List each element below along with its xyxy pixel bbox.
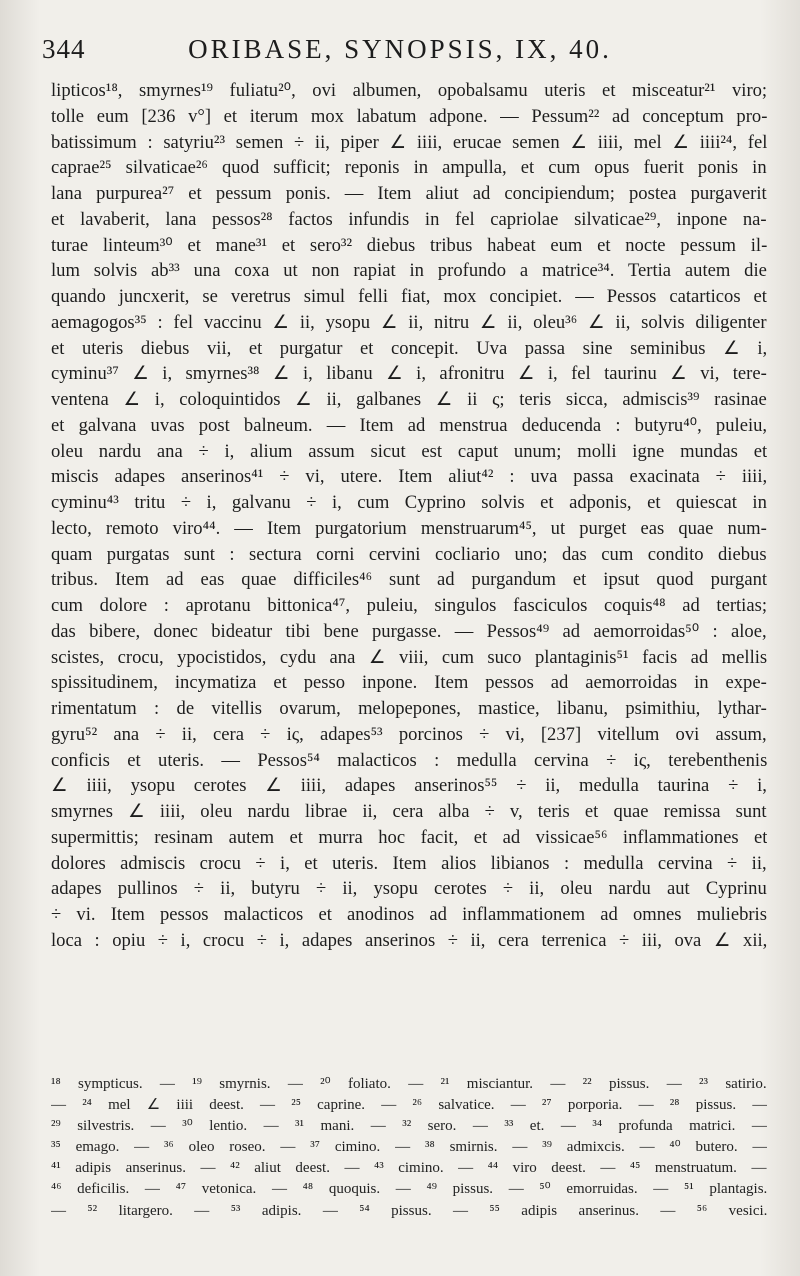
footnotes	[51, 1074, 767, 1222]
text-line: spissitudinem, incymatiza et pesso inpone. Item pessos ad aemorroidas in expe-	[51, 672, 767, 694]
text-line: et galvana uvas post balneum. — Item ad menstrua deducenda : butyru⁴⁰, puleiu,	[51, 414, 767, 436]
text-line: lum solvis ab³³ una coxa ut non rapiat in profundo a matrice³⁴. Tertia autem die	[51, 260, 767, 282]
text-line: lipticos¹⁸, smyrnes¹⁹ fuliatu²⁰, ovi albumen, opobalsamu uteris et misceatur²¹ viro;	[51, 80, 767, 101]
text-line: ∠ iiii, ysopu cerotes ∠ iiii, adapes anserinos⁵⁵ ÷ ii, medulla taurina ÷ i,	[51, 775, 767, 797]
text-line: ventena ∠ i, coloquintidos ∠ ii, galbanes ∠ ii ς; teris sicca, admiscis³⁹ rasinae	[51, 389, 767, 410]
text-line: aemagogos³⁵ : fel vaccinu ∠ ii, ysopu ∠ ii, nitru ∠ ii, oleu³⁶ ∠ ii, solvis diligenter	[51, 311, 767, 333]
text-line: tribus. Item ad eas quae difficiles⁴⁶ sunt ad purgandum et ipsut quod purgant	[51, 569, 767, 591]
text-line: miscis adapes anserinos⁴¹ ÷ vi, utere. Item aliut⁴² : uva passa exacinata ÷ iiii,	[51, 466, 767, 488]
footnote-line: ⁴¹ adipis anserinus. — ⁴² aliut deest. — ⁴³ cimino. — ⁴⁴ viro deest. — ⁴⁵ menstruatum. —	[51, 1160, 767, 1177]
footnote-line: — ⁵² litargero. — ⁵³ adipis. — ⁵⁴ pissus. — ⁵⁵ adipis anserinus. — ⁵⁶ vesici.	[51, 1202, 767, 1219]
text-line: quando juncxerit, se veretrus simul felli fiat, mox concipiet. — Pessos catarticos et	[51, 286, 767, 307]
text-line: smyrnes ∠ iiii, oleu nardu librae ii, cera alba ÷ v, teris et quae remissa sunt	[51, 801, 767, 822]
footnote-line: ¹⁸ sympticus. — ¹⁹ smyrnis. — ²⁰ foliato. — ²¹ misciantur. — ²² pissus. — ²³ satirio.	[51, 1076, 767, 1092]
text-line: gyru⁵² ana ÷ ii, cera ÷ iς, adapes⁵³ porcinos ÷ vi, [237] vitellum ovi assum,	[51, 723, 767, 745]
text-line: scistes, crocu, ypocistidos, cydu ana ∠ viii, cum suco plantaginis⁵¹ facis ad mellis	[51, 646, 767, 668]
text-line: loca : opiu ÷ i, crocu ÷ i, adapes anserinos ÷ ii, cera terrenica ÷ iii, ova ∠ xii,	[51, 929, 767, 951]
text-line: rimentatum : de vitellis ovarum, melopepones, mastice, libanu, psimithiu, lythar-	[51, 698, 767, 719]
running-head: ORIBASE, SYNOPSIS, IX, 40.	[188, 34, 612, 64]
text-line: caprae²⁵ silvaticae²⁶ quod sufficit; reponis in ampulla, et cum opus fuerit ponis in	[51, 157, 767, 179]
footnote-line: ⁴⁶ deficilis. — ⁴⁷ vetonica. — ⁴⁸ quoquis. — ⁴⁹ pissus. — ⁵⁰ emorruidas. — ⁵¹ plantagis.	[51, 1181, 767, 1198]
text-line: et lavaberit, lana pessos²⁸ factos infundis in fel capriolae silvaticae²⁹, inpone na-	[51, 208, 767, 230]
footnote-line: — ²⁴ mel ∠ iiii deest. — ²⁵ caprine. — ²⁶ salvatice. — ²⁷ porporia. — ²⁸ pissus. —	[51, 1097, 767, 1114]
text-line: cyminu⁴³ tritu ÷ i, galvanu ÷ i, cum Cyprino solvis et adponis, et quiescat in	[51, 492, 767, 513]
text-line: supermittis; resinam autem et murra hoc facit, et ad vissicae⁵⁶ inflammationes et	[51, 826, 767, 848]
text-line: ÷ vi. Item pessos malacticos et anodinos ad inflammationem ad omnes muliebris	[51, 904, 767, 925]
text-line: turae linteum³⁰ et mane³¹ et sero³² diebus tribus habeat eum et nocte pessum il-	[51, 234, 767, 256]
text-line: dolores admiscis crocu ÷ i, et uteris. Item alios libianos : medulla cervina ÷ ii,	[51, 852, 767, 874]
footnote-line: ²⁹ silvestris. — ³⁰ lentio. — ³¹ mani. — ³² sero. — ³³ et. — ³⁴ profunda matrici. —	[51, 1118, 767, 1135]
text-line: das bibere, donec bideatur tibi bene purgasse. — Pessos⁴⁹ ad aemorroidas⁵⁰ : aloe,	[51, 620, 767, 642]
text-line: lana purpurea²⁷ et pessum ponis. — Item aliut ad concipiendum; postea purgaverit	[51, 183, 767, 204]
page-number: 344	[42, 34, 86, 64]
text-line: adapes pullinos ÷ ii, butyru ÷ ii, ysopu cerotes ÷ ii, oleu nardu aut Cyprinu	[51, 878, 767, 900]
text-line: et uteris diebus vii, et purgatur et concepit. Uva passa sine seminibus ∠ i,	[51, 337, 767, 359]
text-line: batissimum : satyriu²³ semen ÷ ii, piper ∠ iiii, erucae semen ∠ iiii, mel ∠ iiii²⁴, fel	[51, 131, 767, 153]
text-line: lecto, remoto viro⁴⁴. — Item purgatorium menstruarum⁴⁵, ut purget eas quae num-	[51, 517, 767, 539]
main-text	[51, 78, 767, 954]
text-line: cum dolore : aprotanu bittonica⁴⁷, puleiu, singulos fasciculos coquis⁴⁸ ad tertias;	[51, 595, 767, 616]
text-line: oleu nardu ana ÷ i, alium assum sicut est caput unum; molli igne mundas et	[51, 440, 767, 462]
page-header	[40, 34, 760, 68]
text-line: conficis et uteris. — Pessos⁵⁴ malacticos : medulla cervina ÷ iς, terebenthenis	[51, 749, 767, 771]
text-line: quam purgatas sunt : sectura corni cervini cocliario uno; das cum condito diebus	[51, 543, 767, 565]
footnote-line: ³⁵ emago. — ³⁶ oleo roseo. — ³⁷ cimino. — ³⁸ smirnis. — ³⁹ admixcis. — ⁴⁰ butero. —	[51, 1139, 767, 1156]
text-line: cyminu³⁷ ∠ i, smyrnes³⁸ ∠ i, libanu ∠ i, afronitru ∠ i, fel taurinu ∠ vi, tere-	[51, 363, 767, 385]
text-line: tolle eum [236 v°] et iterum mox labatum adpone. — Pessum²² ad conceptum pro-	[51, 105, 767, 127]
